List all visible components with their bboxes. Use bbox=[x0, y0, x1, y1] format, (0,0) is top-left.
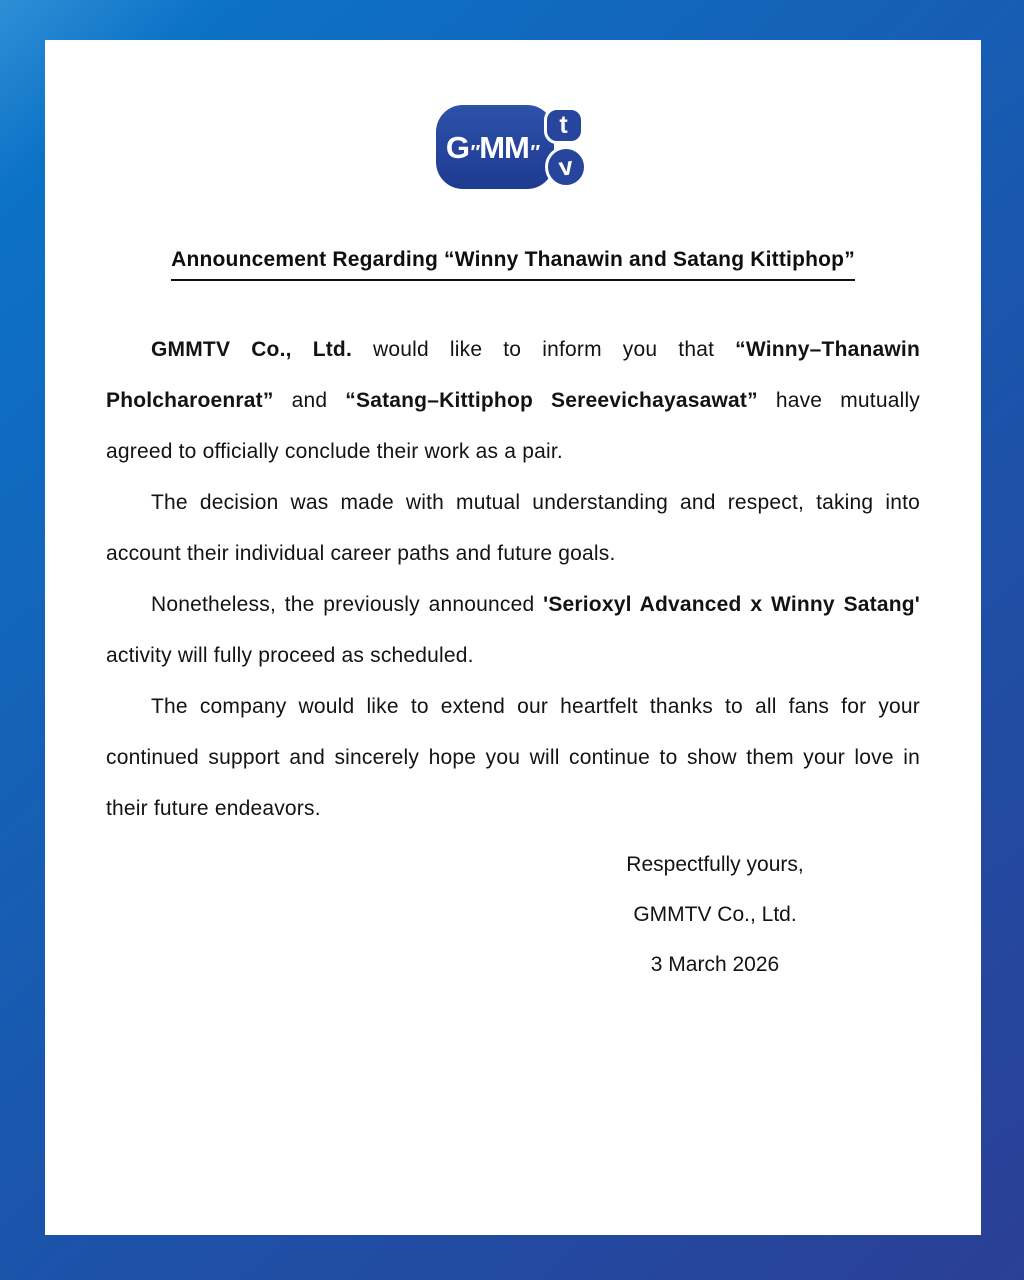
signoff-date: 3 March 2026 bbox=[650, 953, 780, 976]
paragraph-2: The decision was made with mutual understanding and respect, taking into account their individual career paths and future goals. bbox=[106, 491, 920, 565]
announcement-body bbox=[106, 324, 920, 834]
gmmtv-wordmark: G″MM″ bbox=[445, 129, 539, 165]
announcement-title: Announcement Regarding “Winny Thanawin and Satang Kittiphop” bbox=[171, 248, 855, 281]
signoff-block bbox=[525, 840, 905, 990]
announcement-page bbox=[45, 40, 981, 1235]
title-row bbox=[106, 248, 920, 281]
gmmtv-v-letter: v bbox=[556, 151, 575, 182]
gmmtv-v-badge-icon bbox=[545, 146, 587, 188]
paragraph-4: The company would like to extend our heartfelt thanks to all fans for your continued support and sincerely hope you will continue to show them your love in their future endeavors. bbox=[106, 695, 920, 820]
signoff-company: GMMTV Co., Ltd. bbox=[633, 903, 797, 926]
gmmtv-t-badge-icon bbox=[544, 107, 584, 144]
gmmtv-logo bbox=[436, 103, 591, 191]
signoff-closing: Respectfully yours, bbox=[626, 853, 804, 876]
gmmtv-t-letter: t bbox=[559, 111, 568, 139]
gmmtv-tv-shape-icon bbox=[436, 105, 554, 189]
paragraph-3: Nonetheless, the previously announced 'Serioxyl Advanced x Winny Satang' activity will fully proceed as scheduled. bbox=[106, 593, 920, 667]
logo-row bbox=[106, 103, 920, 191]
paragraph-1: GMMTV Co., Ltd. would like to inform you that “Winny–Thanawin Pholcharoenrat” and “Satang–Kittiphop Sereevichayasawat” have mutually agreed to officially conclude their work as a pair. bbox=[106, 338, 921, 463]
